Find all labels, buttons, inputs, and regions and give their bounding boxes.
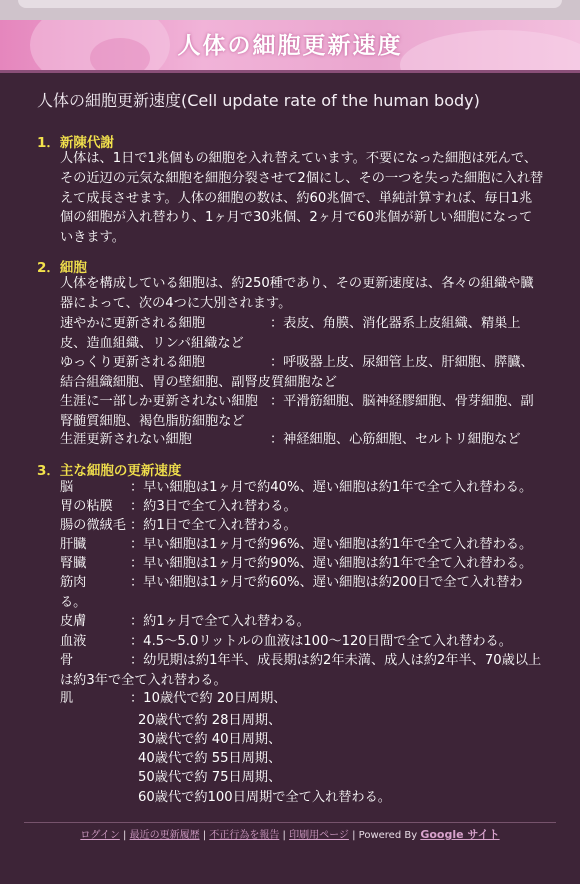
cell-type-value: ：平滑筋細胞、脳神経膠細胞、骨芽細胞、副腎髄質細胞、褐色脂肪細胞など [60, 394, 534, 429]
organ-label: 筋肉 [60, 575, 87, 590]
footer-separator: | [202, 830, 207, 841]
cell-type-label: 生涯に一部しか更新されない細胞 [60, 394, 258, 409]
footer-separator: | [282, 830, 286, 841]
browser-top-strip [0, 0, 580, 20]
organ-value: ：早い細胞は1ヶ月で約60%、遅い細胞は約200日で全て入れ替わる。 [60, 575, 523, 610]
section-heading-renewal-rates: 3．主な細胞の更新速度 [37, 463, 182, 479]
main-content [0, 73, 580, 815]
skin-cycle-line: 40歳代で約 55日周期、 [138, 751, 282, 766]
skin-cycle-line: 50歳代で約 75日周期、 [138, 770, 282, 785]
report-abuse-link[interactable]: 不正行為を報告 [209, 830, 280, 841]
organ-label: 脳 [60, 480, 74, 495]
organ-label: 骨 [60, 653, 74, 668]
organ-label: 腎臓 [60, 556, 87, 571]
organ-row [60, 535, 544, 555]
organ-label: 皮膚 [60, 614, 87, 629]
organ-label: 肌 [60, 691, 74, 706]
organ-value: ：早い細胞は1ヶ月で約96%、遅い細胞は約1年で全て入れ替わる。 [130, 537, 533, 552]
recent-changes-link[interactable]: 最近の更新履歴 [129, 830, 200, 841]
skin-cycle-line: 20歳代で約 28日周期、 [138, 713, 282, 728]
organ-row [60, 612, 544, 632]
cell-type-label: 生涯更新されない細胞 [60, 432, 192, 447]
organ-row [60, 651, 544, 691]
section-heading-metabolism: 1．新陳代謝 [37, 135, 114, 151]
organ-row [60, 689, 544, 709]
header-banner [0, 20, 580, 70]
organ-value: ：早い細胞は1ヶ月で約40%、遅い細胞は約1年で全て入れ替わる。 [130, 480, 533, 495]
cell-type-row [60, 314, 544, 354]
organ-value: ：4.5〜5.0リットルの血液は100〜120日間で全て入れ替わる。 [130, 634, 512, 649]
metabolism-paragraph: 人体は、1日で1兆個もの細胞を入れ替えています。不要になった細胞は死んで、その近辺の元気な細胞を細胞分裂させて2個にし、その一つを失った細胞に入れ替えて成長させます。人体の細胞の数は、約60兆個で、単純計算すれば、毎日1兆個の細胞が入れ替わり、1ヶ月で30兆個、2ヶ月で60兆個が新しい細胞になっていきます。 [60, 151, 544, 246]
organ-row [60, 632, 544, 652]
organ-value: ：約1ヶ月で全て入れ替わる。 [130, 614, 310, 629]
organ-value: ：幼児期は約1年半、成長期は約2年未満、成人は約2年半、70歳以上は約3年で全て入れ替わる。 [60, 653, 542, 688]
organ-row [60, 497, 544, 517]
site-title[interactable]: 人体の細胞更新速度 [177, 33, 403, 59]
footer-separator: | [352, 830, 356, 841]
cell-type-label: ゆっくり更新される細胞 [60, 355, 205, 370]
section-heading-cells: 2．細胞 [37, 260, 87, 276]
cell-type-value: ：表皮、角膜、消化器系上皮組織、精巣上皮、造血組織、リンパ組織など [60, 316, 521, 351]
powered-by-label: Powered By [358, 830, 418, 841]
cell-type-value: ：神経細胞、心筋細胞、セルトリ細胞など [270, 432, 521, 447]
organ-row [60, 516, 544, 536]
footer [0, 826, 580, 842]
page-title: 人体の細胞更新速度(Cell update rate of the human body) [37, 91, 480, 110]
organ-row [60, 478, 544, 498]
cell-type-value: ：呼吸器上皮、尿細管上皮、肝細胞、膵臓、結合組織細胞、胃の壁細胞、副腎皮質細胞など [60, 355, 534, 390]
cell-type-row [60, 392, 544, 432]
footer-divider [24, 822, 556, 823]
cell-type-label: 速やかに更新される細胞 [60, 316, 206, 331]
organ-label: 腸の微絨毛 [60, 518, 126, 533]
footer-separator: | [123, 830, 127, 841]
google-sites-link[interactable]: Google サイト [420, 828, 500, 841]
organ-row [60, 573, 544, 613]
print-page-link[interactable]: 印刷用ページ [289, 830, 349, 841]
login-link[interactable]: ログイン [80, 830, 120, 841]
organ-row [60, 554, 544, 574]
top-strip-bar [18, 0, 562, 8]
organ-value: ：早い細胞は1ヶ月で約90%、遅い細胞は約1年で全て入れ替わる。 [130, 556, 533, 571]
organ-value: ：10歳代で約 20日周期、 [130, 691, 287, 706]
cell-type-row [60, 430, 544, 450]
cell-type-row [60, 353, 544, 393]
skin-cycle-line: 30歳代で約 40日周期、 [138, 732, 282, 747]
organ-label: 胃の粘膜 [60, 499, 113, 514]
cells-paragraph: 人体を構成している細胞は、約250種であり、その更新速度は、各々の組織や臓器によって、次の4つに大別されます。 [60, 276, 534, 311]
organ-label: 血液 [60, 634, 87, 649]
organ-value: ：約3日で全て入れ替わる。 [130, 499, 297, 514]
organ-label: 肝臓 [60, 537, 87, 552]
skin-cycle-line: 60歳代で約100日周期で全て入れ替わる。 [138, 790, 391, 805]
organ-value: ：約1日で全て入れ替わる。 [130, 518, 297, 533]
